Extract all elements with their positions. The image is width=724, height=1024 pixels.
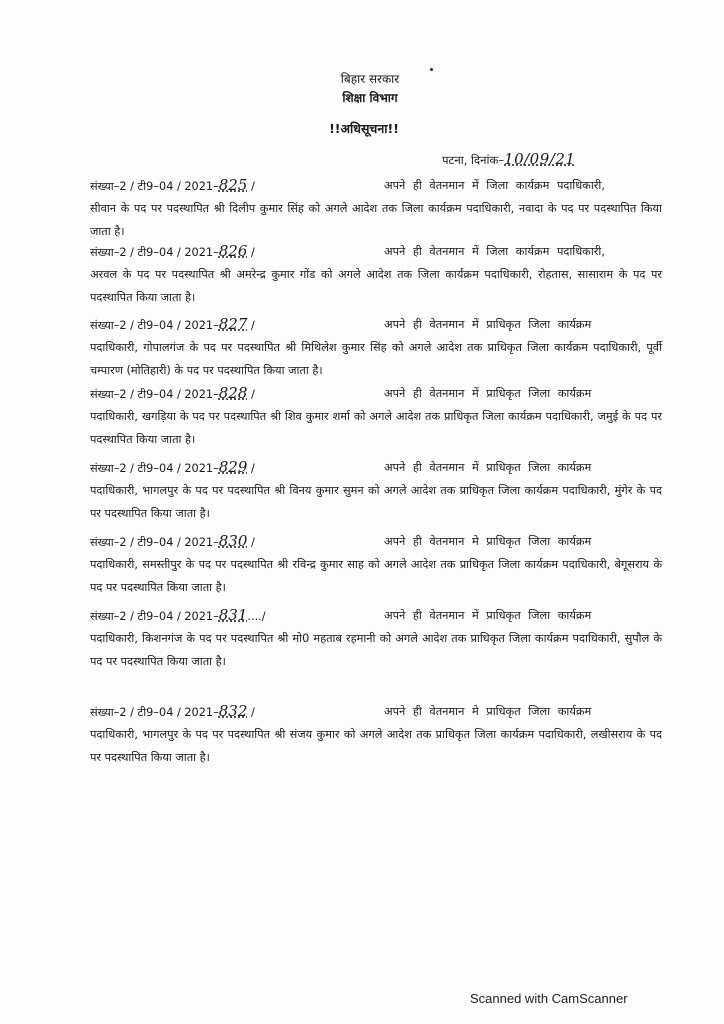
order-entry: [90, 530, 662, 599]
order-entry: [90, 382, 662, 451]
order-entry: [90, 174, 662, 243]
order-reference: [90, 313, 255, 337]
department-name: शिक्षा विभाग: [342, 91, 398, 105]
order-body: पदाधिकारी, खगड़िया के पद पर पदस्थापित श्री शिव कुमार शर्मा को अगले आदेश तक प्राधिकृत जिला कार्यक्रम पदाधिकारी, जमुई के पद पर पदस्थापित किया जाता है।: [90, 410, 662, 446]
ref-suffix: /: [247, 246, 255, 259]
order-reference: [90, 240, 255, 264]
ref-prefix: संख्या–2 / टी9–04 / 2021–: [90, 610, 219, 623]
order-number: 829: [218, 458, 248, 476]
ref-suffix: /: [247, 536, 255, 549]
order-first-line: अपने ही वेतनमान में जिला कार्यक्रम पदाधिकारी,: [384, 179, 605, 192]
order-body: सीवान के पद पर पदस्थापित श्री दिलीप कुमार सिंह को अगले आदेश तक जिला कार्यक्रम पदाधिकारी, नवादा के पद पर पदस्थापित किया जाता है।: [90, 202, 662, 238]
order-body: पदाधिकारी, गोपालगंज के पद पर पदस्थापित श्री मिथिलेश कुमार सिंह को अगले आदेश तक प्राधिकृत जिला कार्यक्रम पदाधिकारी, पूर्वी चम्पारण (मोतिहारी) के पद पर पदस्थापित किया जाता है।: [90, 341, 662, 377]
order-entry: [90, 604, 662, 673]
order-reference: [90, 382, 255, 406]
government-name: बिहार सरकार: [340, 72, 400, 86]
ref-prefix: संख्या–2 / टी9–04 / 2021–: [90, 388, 219, 401]
order-entry: [90, 240, 662, 309]
date-value: 10/09/21: [504, 150, 576, 168]
order-reference: [90, 604, 266, 628]
order-number: 828: [218, 384, 248, 402]
order-reference: [90, 174, 255, 198]
order-body: पदाधिकारी, समस्तीपुर के पद पर पदस्थापित श्री रविन्द्र कुमार साह को अगले आदेश तक प्राधिकृत जिला कार्यक्रम पदाधिकारी, बेगूसराय के पद पर पदस्थापित किया जाता है।: [90, 558, 662, 594]
ref-prefix: संख्या–2 / टी9–04 / 2021–: [90, 462, 219, 475]
ref-suffix: /: [247, 388, 255, 401]
ref-suffix: /: [247, 319, 255, 332]
scanner-watermark: Scanned with CamScanner: [470, 991, 628, 1006]
order-first-line: अपने ही वेतनमान में प्राधिकृत जिला कार्यक्रम: [384, 609, 592, 622]
notification-title: !!अधिसूचना!!: [329, 121, 399, 136]
order-reference: [90, 530, 255, 554]
order-entry: [90, 456, 662, 525]
order-number: 826: [218, 242, 248, 260]
order-entry: [90, 700, 662, 769]
order-first-line: अपने ही वेतनमान में प्राधिकृत जिला कार्यक्रम: [384, 461, 592, 474]
date-prefix: पटना, दिनांक–: [442, 153, 505, 167]
order-body: पदाधिकारी, किशनगंज के पद पर पदस्थापित श्री मो0 महताब रहमानी को अगले आदेश तक प्राधिकृत जिला कार्यक्रम पदाधिकारी, सुपौल के पद पर पदस्थापित किया जाता है।: [90, 632, 662, 668]
order-number: 827: [218, 315, 248, 333]
ref-suffix: /: [247, 706, 255, 719]
order-number: 825: [218, 176, 248, 194]
ref-prefix: संख्या–2 / टी9–04 / 2021–: [90, 246, 219, 259]
ref-prefix: संख्या–2 / टी9–04 / 2021–: [90, 536, 219, 549]
order-first-line: अपने ही वेतनमान में प्राधिकृत जिला कार्यक्रम: [384, 387, 592, 400]
ref-suffix: /: [247, 180, 255, 193]
order-body: अरवल के पद पर पदस्थापित श्री अमरेन्द्र कुमार गोंड को अगले आदेश तक जिला कार्यक्रम पदाधिकारी, रोहतास, सासाराम के पद पर पदस्थापित किया जाता है।: [90, 268, 662, 304]
ref-suffix: /: [247, 462, 255, 475]
ref-prefix: संख्या–2 / टी9–04 / 2021–: [90, 319, 219, 332]
order-entry: [90, 313, 662, 382]
order-number: 830: [218, 532, 248, 550]
order-body: पदाधिकारी, भागलपुर के पद पर पदस्थापित श्री संजय कुमार को अगले आदेश तक प्राधिकृत जिला कार्यक्रम पदाधिकारी, लखीसराय के पद पर पदस्थापित किया जाता है।: [90, 728, 662, 764]
order-first-line: अपने ही वेतनमान मे प्राधिकृत जिला कार्यक्रम: [384, 535, 592, 548]
ref-prefix: संख्या–2 / टी9–04 / 2021–: [90, 180, 219, 193]
ref-prefix: संख्या–2 / टी9–04 / 2021–: [90, 706, 219, 719]
order-reference: [90, 700, 255, 724]
ref-suffix: ..../: [247, 610, 266, 623]
order-first-line: अपने ही वेतनमान में जिला कार्यक्रम पदाधिकारी,: [384, 245, 605, 258]
order-number: 831: [218, 606, 248, 624]
order-number: 832: [218, 702, 248, 720]
date-line: [442, 150, 575, 168]
order-body: पदाधिकारी, भागलपुर के पद पर पदस्थापित श्री विनय कुमार सुमन को अगले आदेश तक प्राधिकृत जिला कार्यक्रम पदाधिकारी, मुंगेर के पद पर पदस्थापित किया जाता है।: [90, 484, 662, 520]
order-first-line: अपने ही वेतनमान मे प्राधिकृत जिला कार्यक्रम: [384, 705, 592, 718]
order-first-line: अपने ही वेतनमान में प्राधिकृत जिला कार्यक्रम: [384, 318, 592, 331]
order-reference: [90, 456, 255, 480]
